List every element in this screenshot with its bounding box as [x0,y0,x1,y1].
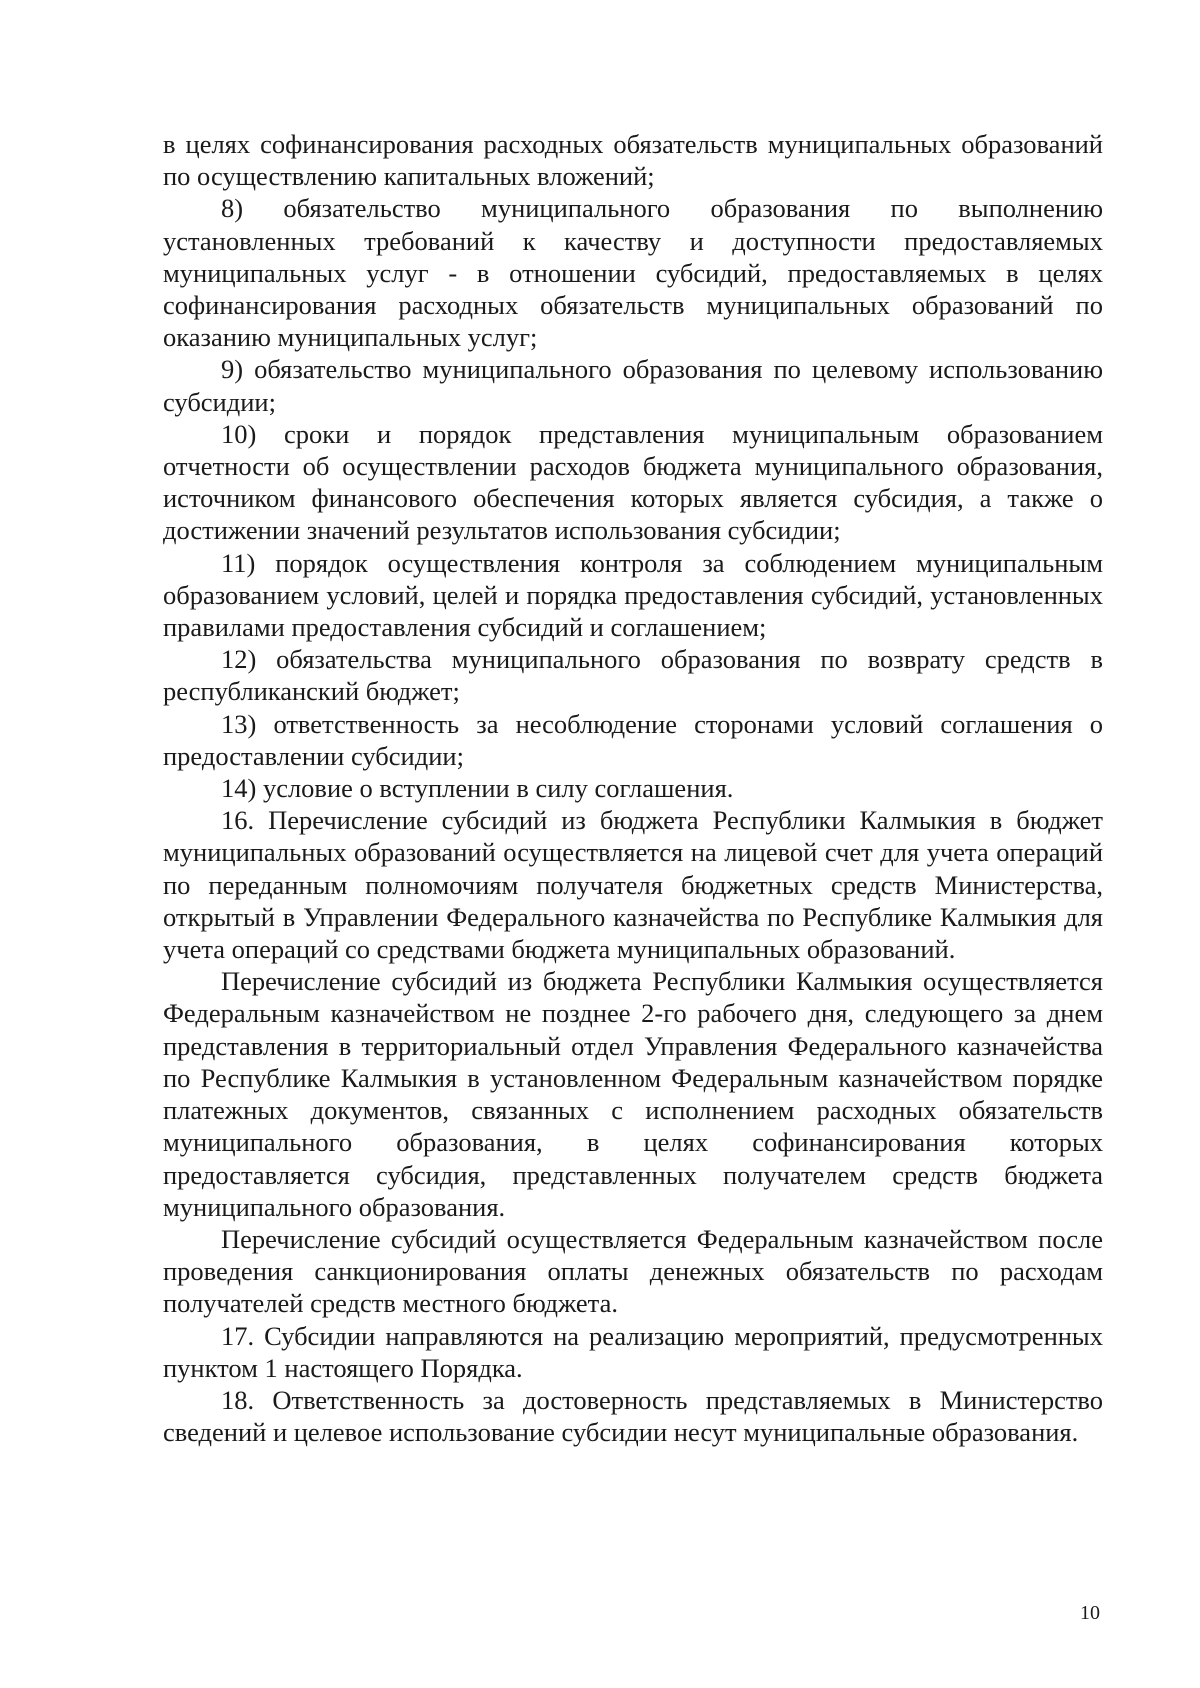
document-body [163,128,1103,1448]
paragraph-item-14: 14) условие о вступлении в силу соглашения. [221,773,734,804]
paragraph-item-13: 13) ответственность за несоблюдение сторонами условий соглашения о предоставлении субсидии; [163,708,1103,771]
paragraph-item-10: 10) сроки и порядок представления муниципальным образованием отчетности об осуществлении расходов бюджета муниципального образования, источником финансового обеспечения которых является субсидия, а также о достижении значений результатов использования субсидии; [163,418,1103,546]
paragraph-section-16-authorization: Перечисление субсидий осуществляется Федеральным казначейством после проведения санкционирования оплаты денежных обязательств по расходам получателей средств местного бюджета. [163,1223,1103,1319]
paragraph-continuation: в целях софинансирования расходных обязательств муниципальных образований по осуществлению капитальных вложений; [163,129,1103,192]
paragraph-item-11: 11) порядок осуществления контроля за соблюдением муниципальным образованием условий, целей и порядка предоставления субсидий, установленных правилами предоставления субсидий и соглашением; [163,547,1103,643]
paragraph-section-16: 16. Перечисление субсидий из бюджета Республики Калмыкия в бюджет муниципальных образований осуществляется на лицевой счет для учета операций по переданным полномочиям получателя бюджетных средств Министерства, открытый в Управлении Федерального казначейства по Республике Калмыкия для учета операций со средствами бюджета муниципальных образований. [163,805,1103,965]
paragraph-section-16-transfer: Перечисление субсидий из бюджета Республики Калмыкия осуществляется Федеральным казначейством не позднее 2-го рабочего дня, следующего за днем представления в территориальный отдел Управления Федерального казначейства по Республике Калмыкия в установленном Федеральным казначейством порядке платежных документов, связанных с исполнением расходных обязательств муниципального образования, в целях софинансирования которых предоставляется субсидия, представленных получателем средств бюджета муниципального образования. [163,966,1103,1222]
paragraph-section-18: 18. Ответственность за достоверность представляемых в Министерство сведений и целевое использование субсидии несут муниципальные образования. [163,1384,1103,1448]
page-number: 10 [1080,1602,1100,1624]
paragraph-item-12: 12) обязательства муниципального образования по возврату средств в республиканский бюджет; [163,644,1103,707]
paragraph-item-8: 8) обязательство муниципального образования по выполнению установленных требований к качеству и доступности предоставляемых муниципальных услуг - в отношении субсидий, предоставляемых в целях софинансирования расходных обязательств муниципальных образований по оказанию муниципальных услуг; [163,193,1103,353]
paragraph-section-17: 17. Субсидии направляются на реализацию мероприятий, предусмотренных пунктом 1 настоящего Порядка. [163,1320,1103,1383]
paragraph-item-9: 9) обязательство муниципального образования по целевому использованию субсидии; [163,354,1103,417]
